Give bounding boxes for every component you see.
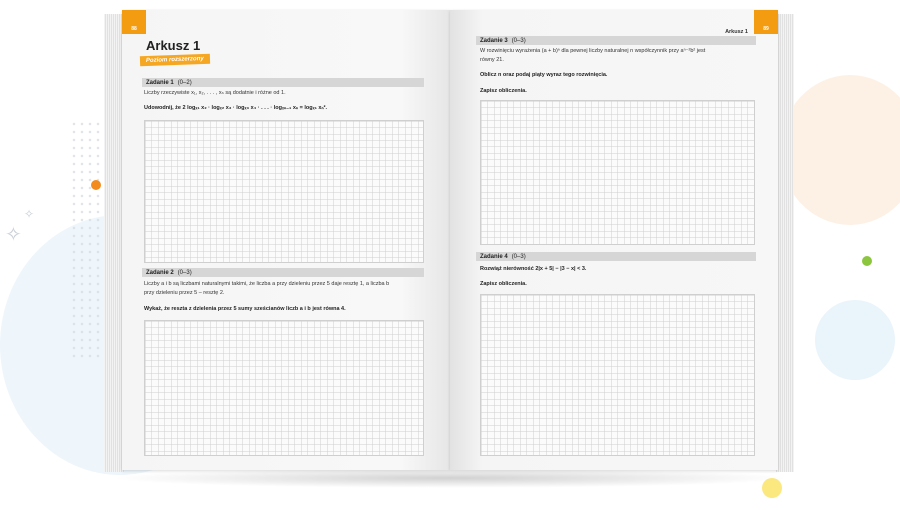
page-stack [104, 14, 124, 472]
task-text: Liczby rzeczywiste x₁, x₂, . . . , xₙ są dodatnie i różne od 1. [144, 90, 286, 96]
task-write-label: Zapisz obliczenia. [480, 281, 527, 287]
sparkle-icon: ✧ [24, 207, 35, 221]
background-blob [815, 300, 895, 380]
right-page [450, 10, 778, 470]
task-text: przy dzieleniu przez 5 – resztę 2. [144, 290, 225, 296]
task-instruction: Oblicz n oraz podaj piąty wyraz tego rozwinięcia. [480, 72, 608, 78]
task-header [142, 78, 424, 87]
background-blob [780, 75, 900, 225]
task-points: (0–3) [177, 269, 192, 276]
left-page [122, 10, 450, 470]
answer-grid[interactable] [144, 320, 424, 456]
task-header [142, 268, 424, 277]
answer-grid[interactable] [480, 100, 755, 245]
answer-grid[interactable] [144, 120, 424, 263]
task-points: (0–3) [511, 253, 526, 260]
task-instruction: Udowodnij, że 2 logₓ₁ x₂ · logₓ₂ x₃ · logₓ₃ x₄ · . . . · logₓₙ₋₁ xₙ = logₓ₁ xₙ². [144, 105, 328, 111]
task-text: Liczby a i b są liczbami naturalnymi takimi, że liczba a przy dzieleniu przez 5 daje resztę 1, a liczba b [144, 281, 390, 287]
task-text: W rozwinięciu wyrażenia (a + b)ⁿ dla pewnej liczby naturalnej n współczynnik przy aⁿ⁻²b² jest [480, 48, 706, 54]
task-header [476, 36, 756, 45]
task-points: (0–3) [511, 37, 526, 44]
green-dot [862, 256, 872, 266]
page-number: 88 [122, 10, 146, 34]
sheet-title: Arkusz 1 [146, 38, 201, 53]
task-text: równy 21. [480, 57, 504, 63]
answer-grid[interactable] [480, 294, 755, 456]
orange-dot [91, 180, 101, 190]
task-points: (0–2) [177, 79, 192, 86]
book-shadow [110, 468, 790, 488]
page-number: 89 [754, 10, 778, 34]
page-stack [776, 14, 794, 472]
task-label: Zadanie 3 [480, 37, 508, 44]
task-instruction: Rozwiąż nierówność 2|x + 5| − |3 − x| < 3. [480, 266, 587, 272]
task-label: Zadanie 1 [146, 79, 174, 86]
task-header [476, 252, 756, 261]
task-write-label: Zapisz obliczenia. [480, 88, 527, 94]
task-label: Zadanie 2 [146, 269, 174, 276]
task-label: Zadanie 4 [480, 253, 508, 260]
task-instruction: Wykaż, że reszta z dzielenia przez 5 sumy sześcianów liczb a i b jest równa 4. [144, 306, 346, 312]
sparkle-icon: ✧ [5, 224, 22, 246]
level-badge: Poziom rozszerzony [140, 54, 210, 66]
running-head: Arkusz 1 [725, 29, 748, 35]
